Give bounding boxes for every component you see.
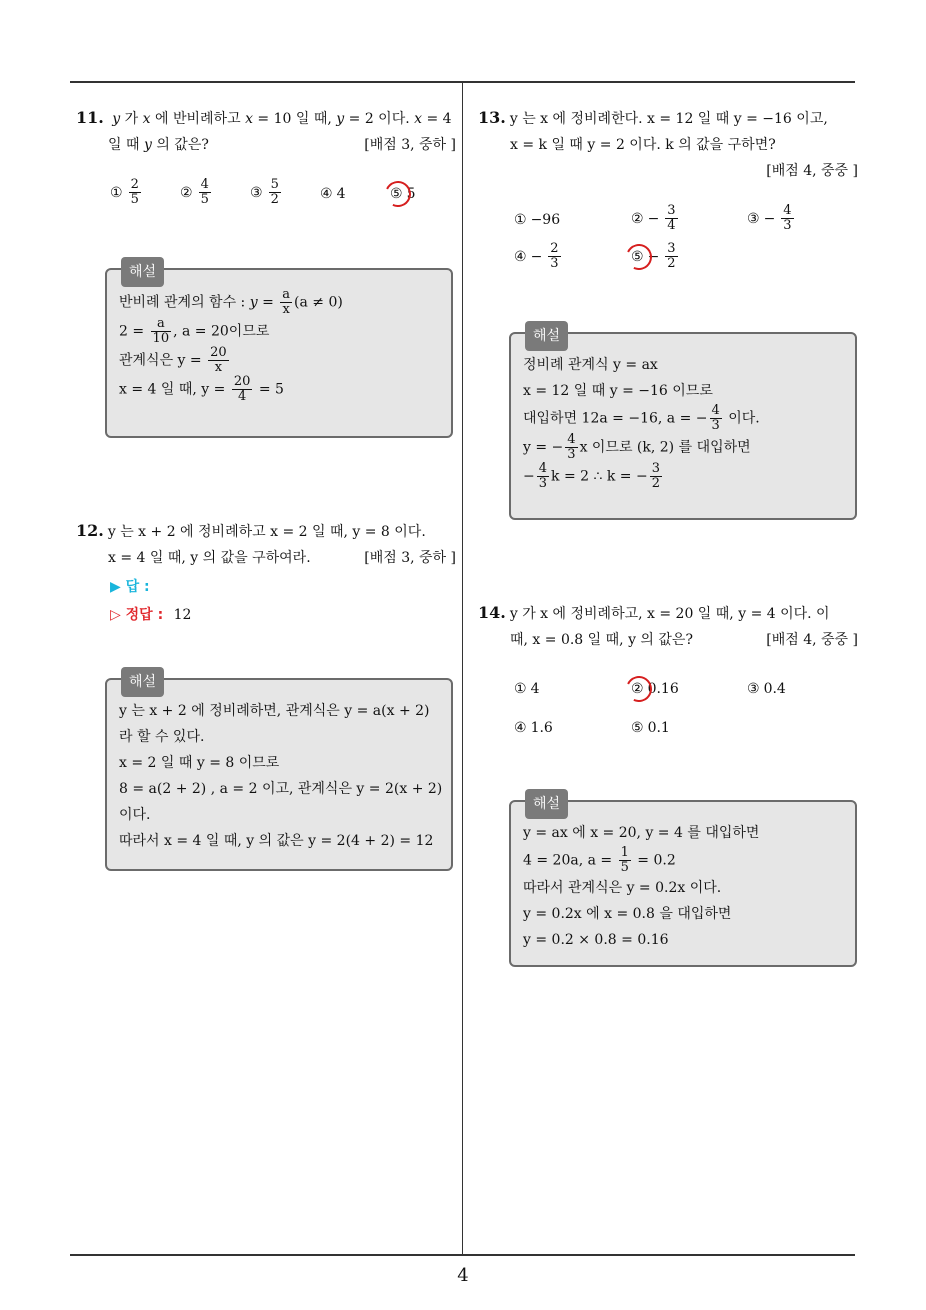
- text: 4 = 20a, a =: [523, 852, 617, 869]
- choice-mark: ③: [747, 681, 760, 697]
- solution-line: [119, 288, 439, 317]
- choice-mark: ②: [180, 184, 193, 201]
- question-meta: [배점 3, 중하 ]: [364, 137, 456, 153]
- text: = 0.2: [632, 852, 676, 869]
- fraction: [619, 846, 631, 875]
- denominator: 4: [237, 389, 247, 404]
- var: x: [414, 111, 423, 127]
- choice-mark: ④: [514, 720, 527, 736]
- choice-mark: ④: [514, 248, 527, 265]
- fraction: [665, 204, 677, 233]
- numerator: a: [151, 317, 172, 332]
- choice-3[interactable]: [250, 178, 283, 207]
- numerator: 3: [651, 461, 660, 476]
- fraction: [548, 242, 560, 271]
- solution-line: [119, 375, 439, 404]
- question-12: [76, 518, 456, 571]
- text: 일 때,: [156, 381, 202, 398]
- choice-value: 0.4: [763, 681, 786, 697]
- text: 의 값은?: [151, 137, 209, 153]
- text: = 2 이다.: [344, 111, 415, 127]
- var: y: [249, 294, 258, 311]
- solution-line: 8 = a(2 + 2) , a = 2 이고, 관계식은 y = 2(x + 2): [119, 781, 443, 797]
- choice-value: 0.1: [647, 720, 670, 736]
- denominator: 2: [667, 256, 676, 271]
- solution-label: 해설: [525, 321, 568, 351]
- choice-4[interactable]: [514, 720, 553, 736]
- sign: −: [530, 248, 543, 265]
- choice-mark: ①: [110, 184, 123, 201]
- selected-mark: [390, 186, 403, 202]
- question-11-line-2: [76, 132, 456, 158]
- solution-line: [119, 317, 439, 346]
- choice-1[interactable]: [514, 681, 539, 697]
- numerator: 4: [538, 461, 548, 476]
- choice-mark: ④: [320, 186, 333, 202]
- solution-box-12: [105, 674, 453, 871]
- choice-value: 4: [336, 186, 346, 202]
- denominator: 10: [152, 331, 170, 346]
- text: 에 반비례하고: [150, 111, 246, 127]
- choice-3[interactable]: [747, 204, 796, 233]
- bottom-rule: [70, 1254, 855, 1256]
- text: = 10 일 때,: [252, 111, 337, 127]
- choice-5-selected[interactable]: [631, 242, 680, 271]
- choice-value: 5: [406, 186, 416, 202]
- denominator: 3: [783, 218, 792, 233]
- question-text: x = 4 일 때, y 의 값을 구하여라.: [108, 550, 311, 566]
- choice-mark: ②: [631, 210, 644, 227]
- red-circle-icon: [381, 177, 414, 210]
- solution-line: y 는 x + 2 에 정비례하면, 관계식은 y = a(x + 2): [119, 703, 430, 719]
- text: 관계식은: [119, 352, 178, 369]
- question-text: y 가 x 에 정비례하고, x = 20 일 때, y = 4 이다. 이: [509, 606, 830, 622]
- correct-answer: [110, 604, 191, 624]
- denominator: 2: [651, 476, 660, 491]
- fraction: [650, 462, 662, 491]
- sign: −: [763, 210, 776, 227]
- page-number: 4: [457, 1265, 469, 1286]
- var: x: [142, 111, 151, 127]
- answer-prompt: ▶ 답 :: [110, 579, 150, 595]
- text: = 4: [422, 111, 452, 127]
- numerator: 3: [667, 203, 676, 218]
- text: (a ≠ 0): [294, 294, 343, 311]
- solution-line: [523, 433, 843, 462]
- denominator: 5: [620, 860, 629, 875]
- solution-line: x = 2 일 때 y = 8 이므로: [119, 755, 280, 771]
- denominator: 5: [130, 192, 139, 207]
- numerator: 1: [620, 845, 629, 860]
- column-divider: [462, 82, 463, 1255]
- question-text: x = k 일 때 y = 2 이다. k 의 값을 구하면?: [510, 137, 776, 153]
- numerator: 4: [567, 432, 576, 447]
- solution-line: y = ax 에 x = 20, y = 4 를 대입하면: [523, 825, 760, 841]
- text: 가: [120, 111, 143, 127]
- choice-mark: ③: [250, 184, 263, 201]
- fraction: [781, 204, 793, 233]
- question-12-line-1: [76, 518, 456, 545]
- solution-line: [523, 404, 843, 433]
- text: =: [257, 294, 279, 311]
- denominator: 5: [200, 192, 209, 207]
- text: 반비례 관계의 함수 :: [119, 294, 250, 311]
- denominator: x: [214, 360, 223, 375]
- choice-value: 1.6: [530, 720, 553, 736]
- numerator: 2: [550, 241, 559, 256]
- numerator: 4: [711, 403, 720, 418]
- choice-1[interactable]: [110, 178, 143, 207]
- question-11: [76, 105, 456, 158]
- choice-5-selected[interactable]: [390, 186, 415, 202]
- choice-mark: ②: [631, 681, 644, 697]
- denominator: 3: [550, 256, 559, 271]
- fraction: [208, 346, 229, 375]
- var: x: [245, 111, 253, 127]
- sign: −: [647, 210, 660, 227]
- red-circle-icon: [622, 240, 655, 273]
- text: y =: [177, 352, 207, 369]
- selected-mark: [631, 249, 644, 265]
- solution-line: [523, 462, 843, 491]
- text: x = 4: [119, 381, 157, 398]
- choice-mark: ⑤: [390, 186, 403, 202]
- fraction: [710, 404, 722, 433]
- text: k = 2 ∴ k = −: [551, 468, 648, 485]
- solution-line: x = 12 일 때 y = −16 이므로: [523, 383, 713, 399]
- question-text: y 는 x 에 정비례한다. x = 12 일 때 y = −16 이고,: [509, 111, 828, 127]
- var: y: [143, 137, 152, 153]
- text: x 이므로 (k, 2) 를 대입하면: [579, 439, 751, 456]
- solution-line: 라 할 수 있다.: [119, 729, 205, 745]
- fraction: [129, 178, 141, 207]
- solution-box-14: [509, 796, 857, 967]
- choice-mark: ⑤: [631, 248, 644, 265]
- solution-line: 따라서 관계식은 y = 0.2x 이다.: [523, 880, 722, 896]
- fraction: [199, 178, 211, 207]
- choice-2[interactable]: [631, 204, 680, 233]
- question-12-line-2: [76, 545, 456, 571]
- question-13-line-2: [478, 132, 858, 158]
- question-number: 14.: [478, 603, 506, 622]
- numerator: 4: [200, 177, 209, 192]
- solution-line: [523, 846, 843, 875]
- denominator: x: [282, 302, 290, 317]
- solution-label: 해설: [121, 257, 164, 287]
- fraction: [269, 178, 281, 207]
- fraction: [565, 433, 577, 462]
- correct-label: ▷ 정답 :: [110, 607, 164, 623]
- fraction: [665, 242, 677, 271]
- numerator: 3: [667, 241, 676, 256]
- solution-line: y = 0.2x 에 x = 0.8 을 대입하면: [523, 906, 732, 922]
- question-meta: [배점 3, 중하 ]: [364, 550, 456, 566]
- solution-label: 해설: [121, 667, 164, 697]
- var: y: [336, 111, 345, 127]
- question-meta: [배점 4, 중중 ]: [766, 632, 858, 648]
- choice-value: 0.16: [647, 681, 679, 697]
- solution-box-13: [509, 328, 857, 520]
- solution-line: 따라서 x = 4 일 때, y 의 값은 y = 2(4 + 2) = 12: [119, 833, 434, 849]
- correct-value: 12: [173, 607, 192, 623]
- question-13: [478, 105, 858, 184]
- question-number: 11.: [76, 108, 104, 127]
- choice-mark: ⑤: [631, 720, 644, 736]
- question-14-line-2: [478, 627, 858, 653]
- choice-4[interactable]: [514, 242, 563, 271]
- choice-5[interactable]: [631, 720, 670, 736]
- fraction: [280, 288, 292, 317]
- text: 이다.: [723, 410, 760, 427]
- numerator: 4: [783, 203, 792, 218]
- choice-mark: ①: [514, 681, 527, 697]
- question-14: [478, 600, 858, 653]
- fraction: [537, 462, 549, 491]
- choice-4[interactable]: [320, 186, 345, 202]
- numerator: a: [282, 287, 291, 302]
- question-number: 13.: [478, 108, 506, 127]
- numerator: 20: [233, 374, 251, 389]
- denominator: 3: [567, 447, 576, 462]
- question-11-line-1: [76, 105, 456, 132]
- question-14-line-1: [478, 600, 858, 627]
- question-meta: [배점 4, 중중 ]: [766, 163, 858, 179]
- question-13-meta-row: [478, 158, 858, 184]
- denominator: 3: [538, 476, 548, 491]
- solution-line: [119, 346, 439, 375]
- fraction: [151, 317, 172, 346]
- denominator: 4: [667, 218, 676, 233]
- choice-2-selected[interactable]: [631, 681, 679, 697]
- fraction: [232, 375, 253, 404]
- choice-mark: ③: [747, 210, 760, 227]
- solution-label: 해설: [525, 789, 568, 819]
- text: 2 =: [119, 323, 149, 340]
- var: y: [112, 111, 121, 127]
- choice-value: −96: [530, 212, 561, 228]
- solution-line: y = 0.2 × 0.8 = 0.16: [523, 932, 669, 948]
- denominator: 2: [270, 192, 279, 207]
- text: 대입하면 12a = −16, a = −: [523, 410, 708, 427]
- text: , a = 20: [173, 323, 229, 340]
- choice-mark: ①: [514, 212, 527, 228]
- text: 일 때: [108, 137, 144, 153]
- question-text: 때, x = 0.8 일 때, y 의 값은?: [510, 632, 693, 648]
- choice-1[interactable]: [514, 212, 560, 228]
- denominator: 3: [711, 418, 720, 433]
- sign: −: [647, 248, 660, 265]
- text: = 5: [254, 381, 284, 398]
- question-number: 12.: [76, 521, 104, 540]
- text: 이므로: [228, 323, 270, 340]
- choice-3[interactable]: [747, 681, 786, 697]
- numerator: 5: [270, 177, 279, 192]
- solution-line: 이다.: [119, 807, 151, 823]
- choice-2[interactable]: [180, 178, 213, 207]
- selected-mark: [631, 681, 644, 697]
- text: y =: [201, 381, 230, 398]
- question-13-line-1: [478, 105, 858, 132]
- question-text: y 는 x + 2 에 정비례하고 x = 2 일 때, y = 8 이다.: [107, 524, 426, 540]
- solution-box-11: [105, 264, 453, 438]
- solution-line: 정비례 관계식 y = ax: [523, 357, 658, 373]
- choice-value: 4: [530, 681, 540, 697]
- text: −: [523, 468, 535, 485]
- numerator: 2: [130, 177, 139, 192]
- red-circle-icon: [622, 672, 655, 705]
- numerator: 20: [210, 345, 227, 360]
- text: y = −: [523, 439, 564, 456]
